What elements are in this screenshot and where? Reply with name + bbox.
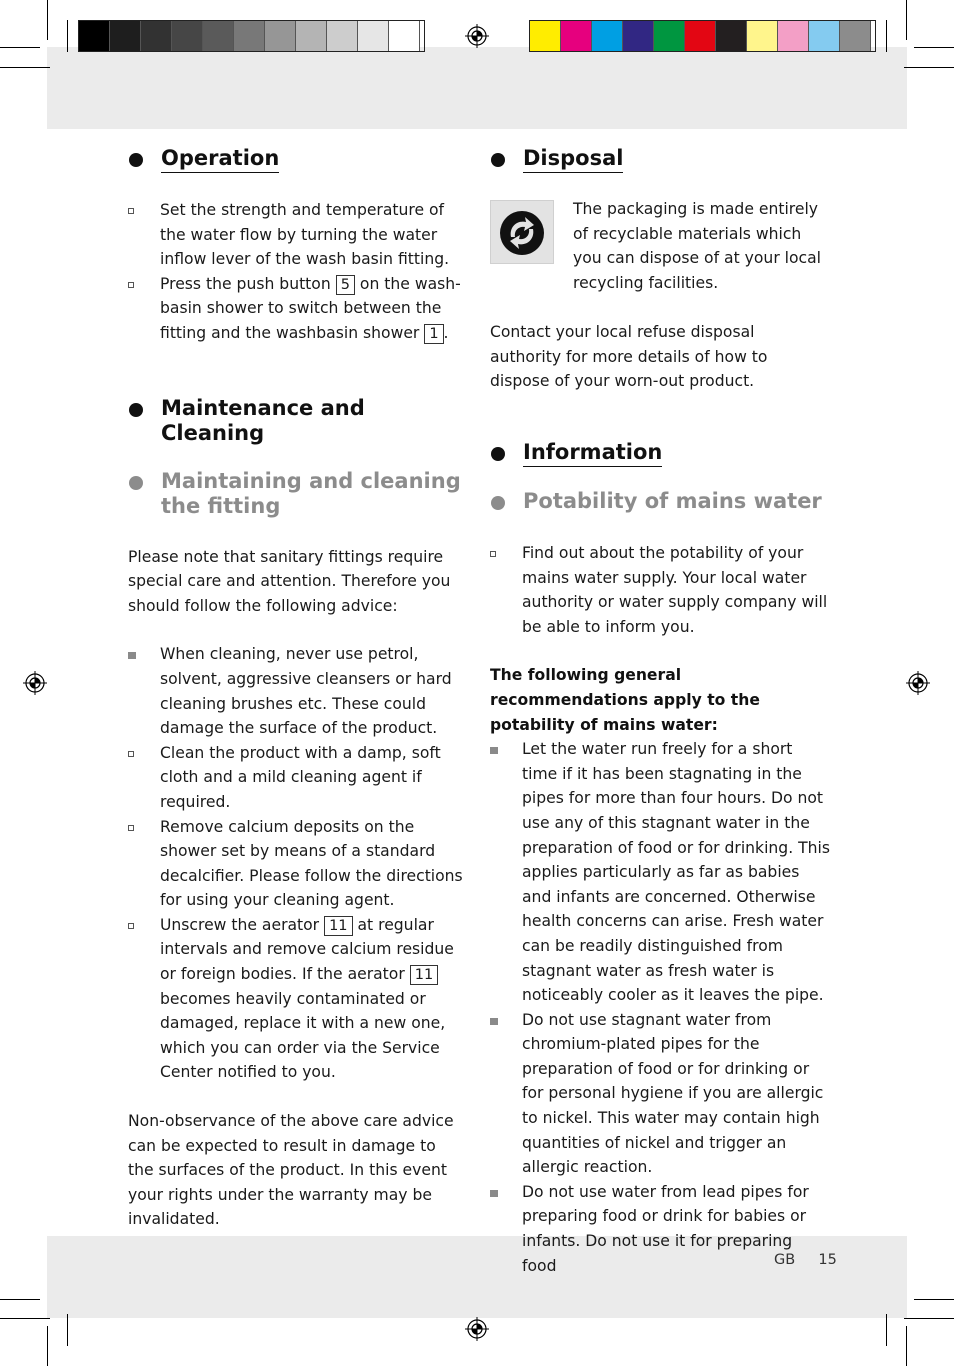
- potability-subheading: Potability of mains water: [490, 489, 830, 514]
- bullet-dot-icon: [491, 447, 505, 461]
- color-swatch: [110, 21, 141, 51]
- checkbox-bullet-icon: [128, 282, 134, 288]
- registration-mark-icon: [465, 24, 489, 48]
- list-item: Let the water run freely for a short time if it has been stagnating in the pipes for more than four hours. Do not use any of this stagnant water in the preparation of food or for drinking. This applies particularly as far as babies and infants are concerned. Otherwise health concerns can arise. Fresh water can be readily distinguished from stagnant water as fresh water is noticeably cooler as it leaves the pipe.: [490, 737, 830, 1008]
- color-swatch: [389, 21, 420, 51]
- color-swatch: [592, 21, 623, 51]
- color-swatch: [530, 21, 561, 51]
- color-swatch: [141, 21, 172, 51]
- warranty-warning: Non-observance of the above care advice can be expected to result in damage to the surfaces of the product. In this event your rights under the warranty may be invalidated.: [128, 1112, 454, 1229]
- color-swatch: [234, 21, 265, 51]
- list-item: Do not use stagnant water from chromium-plated pipes for the preparation of food or for drinking or for personal hygiene if you are allergic to nickel. This water may contain high quantities of nickel and trigger an allergic reaction.: [490, 1008, 830, 1180]
- color-swatch: [327, 21, 358, 51]
- information-section: [490, 440, 830, 1278]
- square-bullet-icon: [128, 652, 136, 659]
- registration-mark-icon: [465, 1317, 489, 1341]
- color-swatch: [747, 21, 778, 51]
- color-swatch: [172, 21, 203, 51]
- grayscale-bar: [78, 20, 425, 52]
- bullet-dot-icon: [491, 496, 505, 510]
- color-swatch: [265, 21, 296, 51]
- page-number: 15: [818, 1252, 837, 1268]
- color-swatch: [79, 21, 110, 51]
- information-heading: Information: [490, 440, 830, 467]
- list-item: Find out about the potability of your mains water supply. Your local water authority or water supply company will be able to inform you.: [490, 541, 830, 639]
- color-swatch: [809, 21, 840, 51]
- part-reference: 5: [336, 275, 355, 295]
- packaging-text: The packaging is made entirely of recyclable materials which you can dispose of at your local recycling facilities.: [573, 200, 822, 292]
- green-dot-recycle-icon: [491, 201, 553, 263]
- color-bar: [529, 20, 876, 52]
- color-swatch: [685, 21, 716, 51]
- advice-list: [128, 642, 464, 1085]
- color-swatch: [716, 21, 747, 51]
- operation-heading: Operation: [128, 146, 464, 173]
- color-swatch: [358, 21, 389, 51]
- maintaining-subheading: Maintaining and cleaning the fitting: [128, 469, 464, 519]
- square-bullet-icon: [490, 1190, 498, 1197]
- list-item: Set the strength and temperature of the water flow by turning the water inflow lever of the wash basin fitting.: [128, 198, 464, 272]
- color-swatch: [840, 21, 871, 51]
- color-swatch: [623, 21, 654, 51]
- color-swatch: [778, 21, 809, 51]
- part-reference: 11: [324, 916, 352, 936]
- list-item: Unscrew the aerator 11 at regular intervals and remove calcium residue or foreign bodies. If the aerator 11 becomes heavily contaminated or damaged, replace it with a new one, which you can order via the Service Center notified to you.: [128, 913, 464, 1085]
- square-bullet-icon: [490, 1018, 498, 1025]
- recommendations-heading: The following general recommendations apply to the potability of mains water:: [490, 666, 760, 734]
- page-footer: [774, 1252, 837, 1268]
- part-reference: 11: [410, 965, 438, 985]
- list-item: Remove calcium deposits on the shower set by means of a standard decalcifier. Please follow the directions for using your cleaning agent.: [128, 815, 464, 913]
- color-swatch: [296, 21, 327, 51]
- left-column: [128, 140, 464, 1232]
- disposal-heading: Disposal: [490, 146, 826, 173]
- operation-list: [128, 198, 464, 346]
- color-swatch: [561, 21, 592, 51]
- maintenance-heading: Maintenance and Cleaning: [128, 396, 421, 447]
- checkbox-bullet-icon: [490, 551, 496, 557]
- checkbox-bullet-icon: [128, 923, 134, 929]
- checkbox-bullet-icon: [128, 751, 134, 757]
- color-swatch: [654, 21, 685, 51]
- header-band: [47, 47, 907, 129]
- bullet-dot-icon: [129, 153, 143, 167]
- bullet-dot-icon: [129, 476, 143, 490]
- recommendations-list: [490, 737, 830, 1278]
- registration-mark-icon: [23, 671, 47, 695]
- square-bullet-icon: [490, 747, 498, 754]
- contact-text: Contact your local refuse disposal authority for more details of how to dispose of your worn-out product.: [490, 323, 768, 391]
- list-item: Clean the product with a damp, soft cloth and a mild cleaning agent if required.: [128, 741, 464, 815]
- language-code: GB: [774, 1252, 796, 1268]
- part-reference: 1: [424, 324, 443, 344]
- care-intro: Please note that sanitary fittings require special care and attention. Therefore you should follow the following advice:: [128, 547, 451, 615]
- list-item: When cleaning, never use petrol, solvent, aggressive cleansers or hard cleaning brushes etc. These could damage the surface of the product.: [128, 642, 464, 740]
- bullet-dot-icon: [491, 153, 505, 167]
- checkbox-bullet-icon: [128, 825, 134, 831]
- color-swatch: [203, 21, 234, 51]
- registration-mark-icon: [906, 671, 930, 695]
- recycling-logo: [490, 200, 554, 264]
- bullet-dot-icon: [129, 403, 143, 417]
- list-item: Do not use water from lead pipes for preparing food or drink for babies or infants. Do not use it for preparing food: [490, 1180, 830, 1278]
- checkbox-bullet-icon: [128, 208, 134, 214]
- list-item: Press the push button 5 on the wash-basin shower to switch between the fitting and the washbasin shower 1 .: [128, 272, 464, 346]
